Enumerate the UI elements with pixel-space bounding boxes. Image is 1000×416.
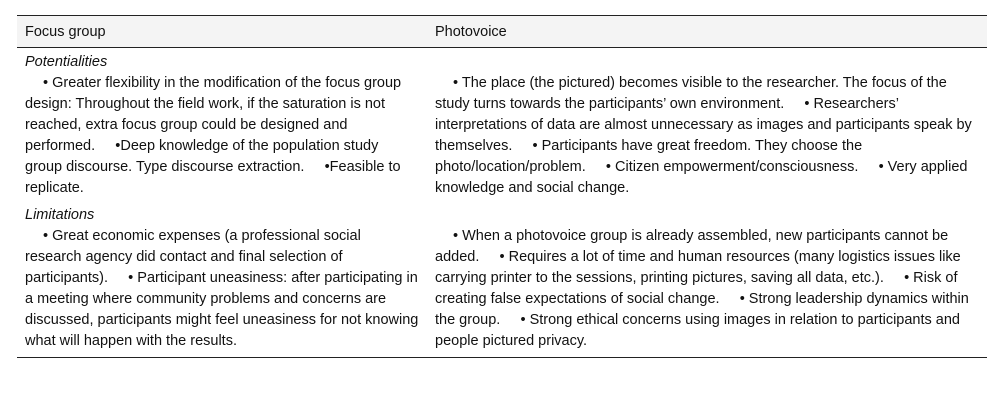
limitations-focus-group-cell <box>17 226 427 358</box>
content-row-limitations <box>17 226 987 358</box>
header-photovoice: Photovoice <box>427 16 987 48</box>
bullet-item: • The place (the pictured) becomes visible to the researcher. The focus of the study turns towards the participants’ own environment. <box>435 75 947 112</box>
bullet-item: •Deep knowledge of the population study group discourse. Type discourse extraction. <box>25 138 379 175</box>
bullet-item: • Requires a lot of time and human resources (many logistics issues like carrying printer to the sessions, printing pictures, saving all data, etc.). <box>435 249 961 286</box>
limitations-photovoice-cell <box>427 226 987 358</box>
bullet-item: • Risk of creating false expectations of social change. <box>435 270 958 307</box>
comparison-table-wrapper <box>17 15 987 358</box>
bullet-item: • Very applied knowledge and social change. <box>435 159 968 196</box>
bullet-item: • Researchers’ interpretations of data are almost unnecessary as images and participants speak by themselves. <box>435 96 972 154</box>
potentialities-focus-group-cell <box>17 73 427 201</box>
table-body <box>17 48 987 358</box>
bullet-item: •Feasible to replicate. <box>25 159 401 196</box>
section-row-limitations <box>17 201 987 226</box>
header-row <box>17 16 987 48</box>
bullet-item: • When a photovoice group is already assembled, new participants cannot be added. <box>435 228 949 265</box>
bullet-item: • Strong leadership dynamics within the group. <box>435 291 969 328</box>
header-focus-group: Focus group <box>17 16 427 48</box>
bullet-item: • Participant uneasiness: after participating in a meeting where community problems and concerns are discussed, participants might feel uneasiness for not knowing what will happen with the results. <box>25 270 419 349</box>
bullet-item: • Citizen empowerment/consciousness. <box>605 159 859 175</box>
bullet-item: • Strong ethical concerns using images in relation to participants and people pictured privacy. <box>435 312 960 349</box>
section-row-potentialities <box>17 48 987 74</box>
table-header <box>17 16 987 48</box>
potentialities-photovoice-cell <box>427 73 987 201</box>
content-row-potentialities <box>17 73 987 201</box>
section-title-potentialities: Potentialities <box>25 54 108 70</box>
section-title-limitations: Limitations <box>25 207 95 223</box>
comparison-table <box>17 15 987 358</box>
bullet-item: • Greater flexibility in the modification of the focus group design: Throughout the field work, if the saturation is not reached, extra focus group could be designed and performed. <box>25 75 402 154</box>
bullet-item: • Participants have great freedom. They choose the photo/location/problem. <box>435 138 863 175</box>
bullet-item: • Great economic expenses (a professional social research agency did contact and final selection of participants). <box>25 228 361 286</box>
